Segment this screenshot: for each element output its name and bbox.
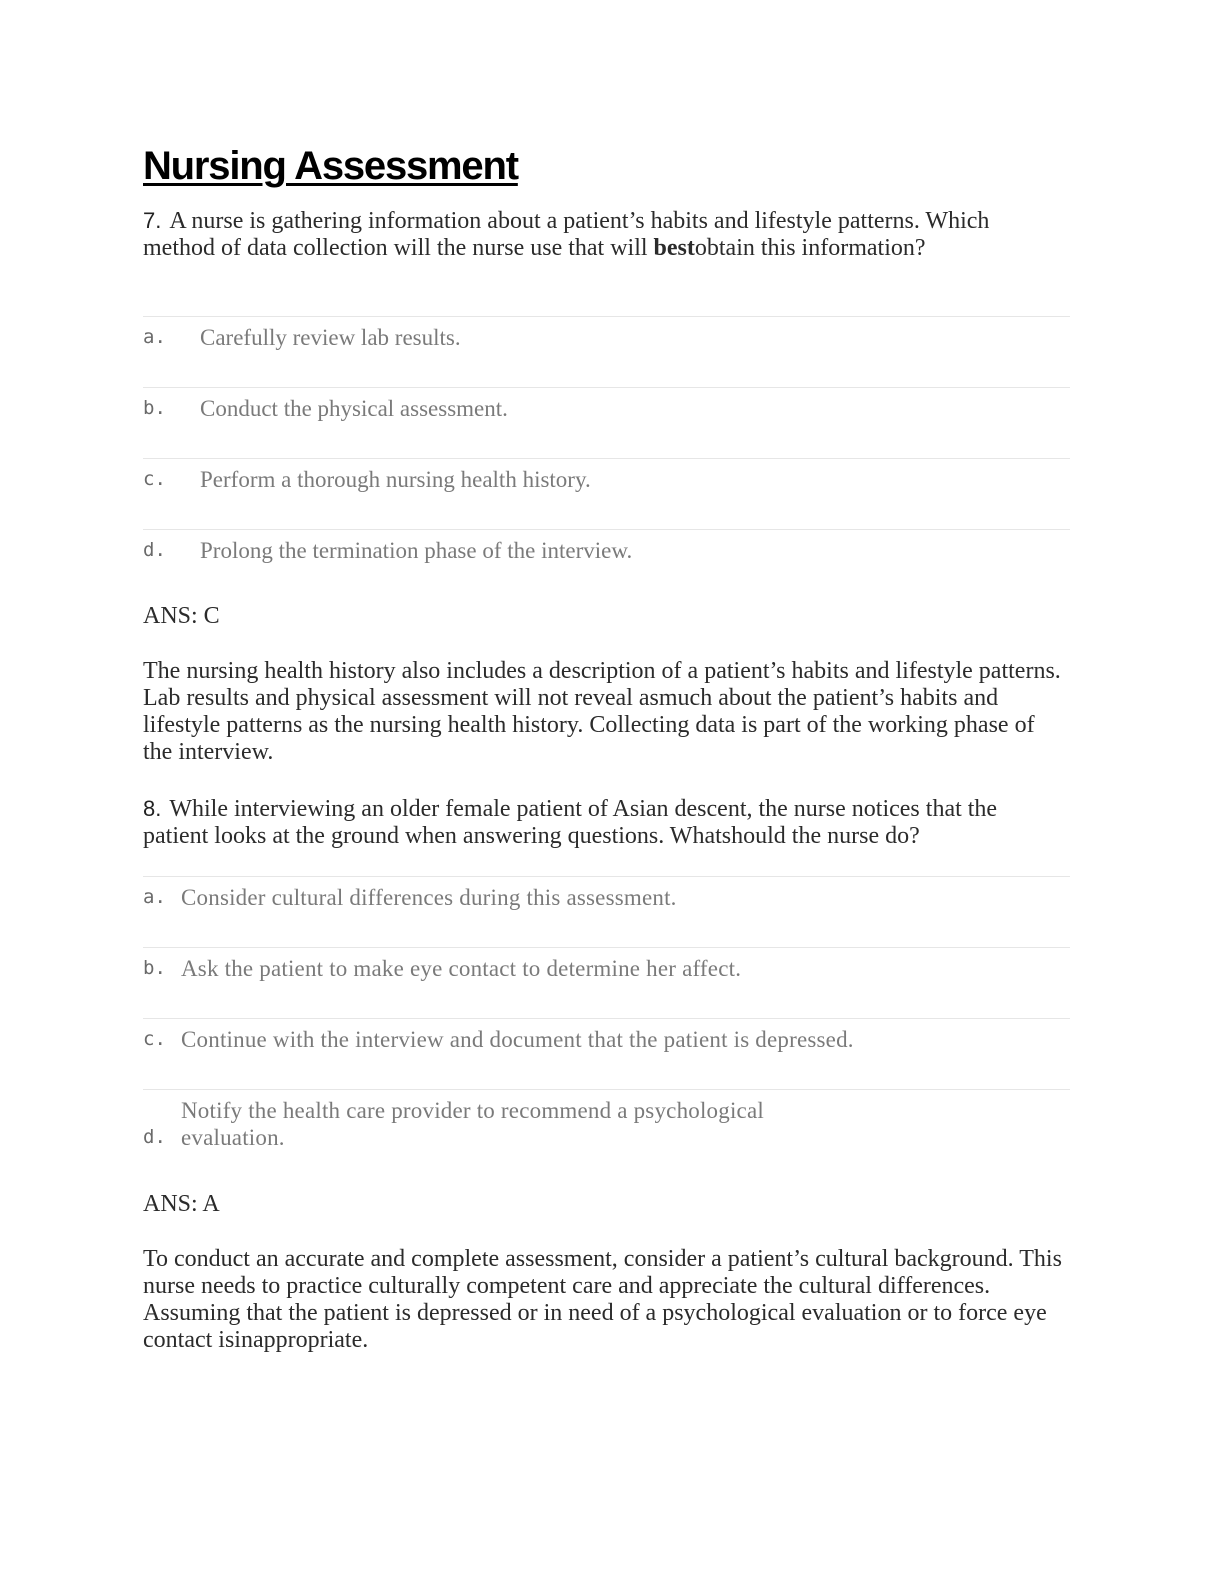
question-stem-text: While interviewing an older female patient of Asian descent, the nurse notices that the patient looks at the ground when answering questions. Whatshould the nurse do? (143, 796, 998, 849)
question-8-stem (143, 795, 1063, 850)
question-8-choices (143, 876, 1070, 1160)
choice-letter: d. (143, 1126, 166, 1148)
choice-text: Notify the health care provider to recommend a psychological evaluation. (181, 1098, 764, 1150)
choice-letter: c. (143, 1028, 166, 1050)
question-stem-text: A nurse is gathering information about a patient’s habits and lifestyle patterns. Which method of data collection will the nurse use that will (143, 208, 990, 261)
rationale-7: The nursing health history also includes a description of a patient’s habits and lifestyle patterns. Lab results and physical assessment will not reveal asmuch about the patient’s habits and lifestyle patterns as the nursing health history. Collecting data is part of the working phase of the interview. (143, 658, 1061, 765)
rationale-8: To conduct an accurate and complete assessment, consider a patient’s cultural background. This nurse needs to practice culturally competent care and appreciate the cultural differences. Assuming that the patient is depressed or in need of a psychological evaluation or to force eye contact isinappropriate. (143, 1246, 1062, 1353)
choice-text: Prolong the termination phase of the interview. (200, 538, 633, 563)
question-7-stem (143, 207, 1063, 262)
choice-d[interactable] (143, 529, 1070, 600)
choice-c[interactable] (143, 1018, 1070, 1089)
question-number: 7. (143, 208, 162, 233)
choice-letter: a. (143, 886, 166, 908)
choice-text: Consider cultural differences during this assessment. (181, 885, 677, 910)
choice-a[interactable] (143, 876, 1070, 947)
page-title: Nursing Assessment (143, 144, 518, 188)
choice-b[interactable] (143, 387, 1070, 458)
question-stem-text-end: obtain this information? (694, 235, 926, 261)
choice-text: Continue with the interview and document that the patient is depressed. (181, 1027, 854, 1052)
choice-text: Perform a thorough nursing health history. (200, 467, 591, 492)
question-7-choices (143, 316, 1070, 600)
choice-text: Carefully review lab results. (200, 325, 461, 350)
choice-letter: b. (143, 957, 166, 979)
answer-8: ANS: A (143, 1191, 220, 1217)
choice-a[interactable] (143, 316, 1070, 387)
choice-b[interactable] (143, 947, 1070, 1018)
choice-letter: a. (143, 326, 166, 348)
choice-letter: d. (143, 539, 166, 561)
choice-d[interactable] (143, 1089, 1070, 1160)
answer-7: ANS: C (143, 603, 220, 629)
choice-text: Ask the patient to make eye contact to determine her affect. (181, 956, 742, 981)
choice-letter: b. (143, 397, 166, 419)
choice-text: Conduct the physical assessment. (200, 396, 508, 421)
choice-c[interactable] (143, 458, 1070, 529)
question-stem-emphasis: best (653, 235, 695, 261)
question-number: 8. (143, 796, 162, 821)
choice-letter: c. (143, 468, 166, 490)
